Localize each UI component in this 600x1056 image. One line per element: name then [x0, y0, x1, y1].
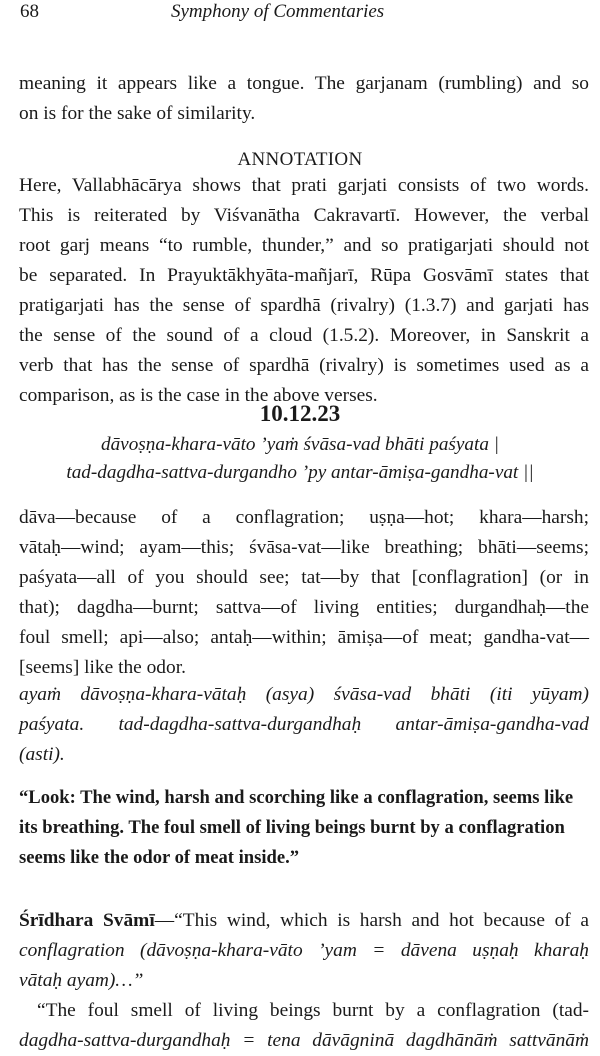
- annotation-line: pratigarjati has the sense of spardhā (rivalry) (1.3.7) and garjati has: [19, 295, 589, 316]
- commentary-line: Śrīdhara Svāmī—“This wind, which is harsh and hot because of a: [19, 910, 590, 931]
- page-number: 68: [20, 1, 39, 22]
- annotation-line: root garj means “to rumble, thunder,” and so pratigarjati should not: [19, 235, 589, 256]
- synonyms-line: paśyata—all of you should see; tat—by that [conflagration] (or in: [19, 567, 589, 588]
- verse-number: 10.12.23: [259, 401, 341, 426]
- synonyms-line: [seems] like the odor.: [19, 657, 186, 678]
- anvaya-line: paśyata. tad-dagdha-sattva-durgandhaḥ antar-āmiṣa-gandha-vad: [19, 714, 589, 735]
- translation-line: its breathing. The foul smell of living beings burnt by a conflagration: [19, 817, 565, 838]
- page-header: [0, 0, 600, 26]
- synonyms-line: dāva—because of a conflagration; uṣṇa—hot; khara—harsh;: [19, 507, 589, 528]
- annotation-line: be separated. In Prayuktākhyāta-mañjarī, Rūpa Gosvāmī states that: [19, 265, 589, 286]
- synonyms-line: foul smell; api—also; antaḥ—within; āmiṣa—of meat; gandha-vat—: [19, 627, 589, 648]
- anvaya-paragraph: [19, 680, 589, 770]
- commentary-author: Śrīdhara Svāmī: [19, 910, 155, 931]
- annotation-line: Here, Vallabhācārya shows that prati garjati consists of two words.: [19, 175, 589, 196]
- annotation-line: verb that has the sense of spardhā (rivalry) is sometimes used as a: [19, 355, 589, 376]
- intro-paragraph: [19, 69, 589, 129]
- anvaya-line: ayaṁ dāvoṣṇa-khara-vātaḥ (asya) śvāsa-vad bhāti (iti yūyam): [19, 684, 589, 705]
- synonyms-paragraph: [19, 503, 589, 683]
- commentary-line: “The foul smell of living beings burnt by a conflagration (tad-: [37, 1000, 589, 1021]
- verse-line: tad-dagdha-sattva-durgandho ’py antar-āmiṣa-gandha-vat ||: [66, 462, 534, 483]
- annotation-paragraph: [19, 171, 589, 411]
- translation-line: “Look: The wind, harsh and scorching like a conflagration, seems like: [19, 787, 574, 808]
- commentary-line: dagdha-sattva-durgandhaḥ = tena dāvāgninā dagdhānāṁ sattvānāṁ: [19, 1030, 589, 1051]
- annotation-line: comparison, as is the case in the above verses.: [19, 385, 378, 406]
- running-title: Symphony of Commentaries: [171, 1, 385, 22]
- commentary-paragraph: [19, 906, 589, 1056]
- verse-line: dāvoṣṇa-khara-vāto ’yaṁ śvāsa-vad bhāti paśyata |: [100, 434, 499, 455]
- translation-paragraph: [19, 783, 591, 873]
- intro-line: on is for the sake of similarity.: [19, 103, 256, 124]
- commentary-line: vātaḥ ayam)…”: [19, 970, 144, 991]
- commentary-line: conflagration (dāvoṣṇa-khara-vāto ’yam = dāvena uṣṇaḥ kharaḥ: [19, 940, 589, 961]
- synonyms-line: that); dagdha—burnt; sattva—of living entities; durgandhaḥ—the: [19, 597, 589, 618]
- annotation-line: This is reiterated by Viśvanātha Cakravartī. However, the verbal: [19, 205, 589, 226]
- intro-line: meaning it appears like a tongue. The garjanam (rumbling) and so: [19, 73, 589, 94]
- anvaya-line: (asti).: [19, 744, 65, 765]
- synonyms-line: vātaḥ—wind; ayam—this; śvāsa-vat—like breathing; bhāti—seems;: [19, 537, 589, 558]
- annotation-heading: ANNOTATION: [237, 149, 363, 170]
- translation-line: seems like the odor of meat inside.”: [19, 847, 300, 868]
- annotation-line: the sense of the sound of a cloud (1.5.2). Moreover, in Sanskrit a: [19, 325, 589, 346]
